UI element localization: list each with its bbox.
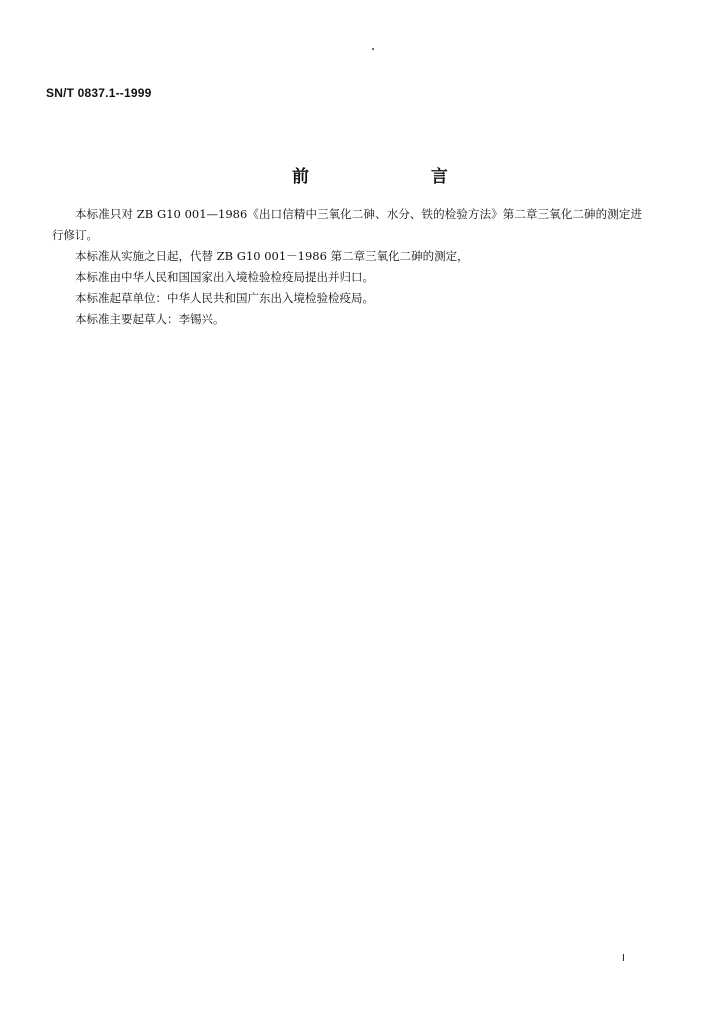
page-number: I (622, 953, 625, 964)
paragraph-drafter: 本标准主要起草人：李锡兴。 (75, 312, 225, 326)
paragraph-proposer: 本标准由中华人民和国国家出入境检验检疫局提出并归口。 (75, 270, 374, 284)
paragraph-drafting-unit: 本标准起草单位：中华人民共和国广东出入境检验检疫局。 (75, 291, 374, 305)
foreword-body (52, 204, 642, 330)
paragraph-replacement: 本标准从实施之日起，代替 ZB G10 001－1986 第二章三氧化二砷的测定， (75, 249, 469, 263)
page-title: 前 言 (292, 167, 506, 187)
scan-speck (372, 48, 374, 50)
standard-code: SN/T 0837.1--1999 (46, 86, 152, 100)
paragraph-scope: 本标准只对 ZB G10 001—1986《出口信精中三氧化二砷、水分、铁的检验方法》第二章三氧化二砷的测定进行修订。 (52, 207, 642, 242)
